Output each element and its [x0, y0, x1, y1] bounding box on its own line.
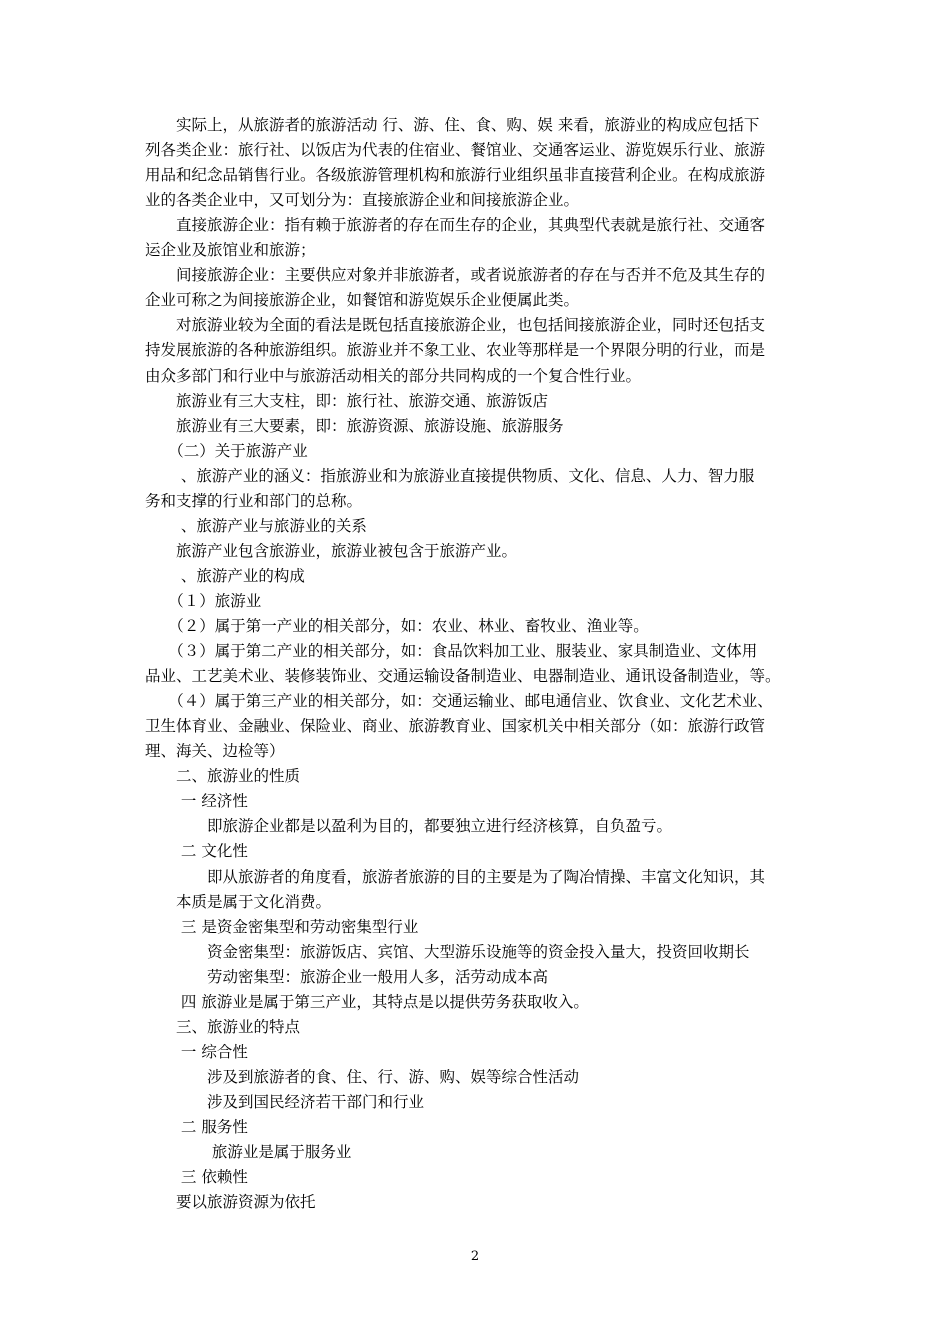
- text-line: 一 经济性: [145, 792, 248, 811]
- text-line: 持发展旅游的各种旅游组织。旅游业并不象工业、农业等那样是一个界限分明的行业，而是: [145, 341, 766, 360]
- text-line: 间接旅游企业：主要供应对象并非旅游者，或者说旅游者的存在与否并不危及其生存的: [145, 266, 766, 285]
- text-line: 即旅游企业都是以盈利为目的，都要独立进行经济核算，自负盈亏。: [145, 817, 673, 836]
- text-line: 二 服务性: [145, 1118, 248, 1136]
- text-line: 涉及到旅游者的食、住、行、游、购、娱等综合性活动: [145, 1067, 580, 1086]
- text-line: 务和支撑的行业和部门的总称。: [145, 491, 363, 510]
- text-line: 实际上，从旅游者的旅游活动 行、游、住、食、购、娱 来看，旅游业的构成应包括下: [145, 116, 760, 134]
- text-line: （二）关于旅游产业: [145, 441, 308, 460]
- text-line: 理、海关、边检等）: [145, 742, 285, 761]
- text-line: 四 旅游业是属于第三产业，其特点是以提供劳务获取收入。: [145, 992, 589, 1011]
- text-line: （２）属于第一产业的相关部分，如：农业、林业、畜牧业、渔业等。: [145, 617, 649, 635]
- text-line: 对旅游业较为全面的看法是既包括直接旅游企业，也包括间接旅游企业，同时还包括支: [145, 316, 766, 335]
- text-line: 涉及到国民经济若干部门和行业: [145, 1092, 425, 1111]
- text-line: 劳动密集型：旅游企业一般用人多，活劳动成本高: [145, 967, 549, 986]
- text-line: 、旅游产业的构成: [145, 566, 305, 585]
- text-line: 要以旅游资源为依托: [145, 1193, 316, 1212]
- text-line: 业的各类企业中，又可划分为：直接旅游企业和间接旅游企业。: [145, 191, 580, 210]
- text-line: 列各类企业：旅行社、以饭店为代表的住宿业、餐馆业、交通客运业、游览娱乐行业、旅游: [145, 141, 766, 160]
- text-line: 二 文化性: [145, 842, 248, 861]
- text-line: 旅游业有三大要素，即：旅游资源、旅游设施、旅游服务: [145, 416, 564, 435]
- text-line: 三 依赖性: [145, 1168, 248, 1187]
- text-line: （１）旅游业: [145, 591, 262, 610]
- text-line: 、旅游产业与旅游业的关系: [145, 516, 367, 535]
- text-line: 旅游业有三大支柱，即：旅行社、旅游交通、旅游饭店: [145, 391, 549, 410]
- text-line: 二、旅游业的性质: [145, 767, 301, 786]
- text-line: 运企业及旅馆业和旅游；: [145, 241, 316, 260]
- text-line: 旅游产业包含旅游业，旅游业被包含于旅游产业。: [145, 541, 518, 560]
- text-line: 卫生体育业、金融业、保险业、商业、旅游教育业、国家机关中相关部分（如：旅游行政管: [145, 717, 766, 736]
- text-line: 用品和纪念品销售行业。各级旅游管理机构和旅游行业组织虽非直接营利企业。在构成旅游: [145, 166, 766, 185]
- text-line: 一 综合性: [145, 1042, 248, 1061]
- text-line: 本质是属于文化消费。: [145, 892, 332, 911]
- text-line: 品业、工艺美术业、装修装饰业、交通运输设备制造业、电器制造业、通讯设备制造业，等。: [145, 667, 781, 686]
- text-line: （３）属于第二产业的相关部分，如：食品饮料加工业、服装业、家具制造业、文体用: [145, 642, 758, 661]
- text-line: 直接旅游企业：指有赖于旅游者的存在而生存的企业，其典型代表就是旅行社、交通客: [145, 216, 766, 235]
- text-line: 即从旅游者的角度看，旅游者旅游的目的主要是为了陶冶情操、丰富文化知识，其: [145, 867, 766, 886]
- text-line: 三、旅游业的特点: [145, 1017, 301, 1036]
- text-line: 三 是资金密集型和劳动密集型行业: [145, 917, 419, 936]
- text-line: 由众多部门和行业中与旅游活动相关的部分共同构成的一个复合性行业。: [145, 366, 642, 385]
- text-line: 、旅游产业的涵义：指旅游业和为旅游业直接提供物质、文化、信息、人力、智力服: [145, 466, 755, 485]
- text-line: 旅游业是属于服务业: [145, 1143, 352, 1162]
- text-line: （４）属于第三产业的相关部分，如：交通运输业、邮电通信业、饮食业、文化艺术业、: [145, 692, 773, 711]
- text-line: 资金密集型：旅游饭店、宾馆、大型游乐设施等的资金投入量大，投资回收期长: [145, 942, 750, 961]
- page-number: 2: [470, 1249, 480, 1264]
- text-line: 企业可称之为间接旅游企业，如餐馆和游览娱乐企业便属此类。: [145, 291, 580, 310]
